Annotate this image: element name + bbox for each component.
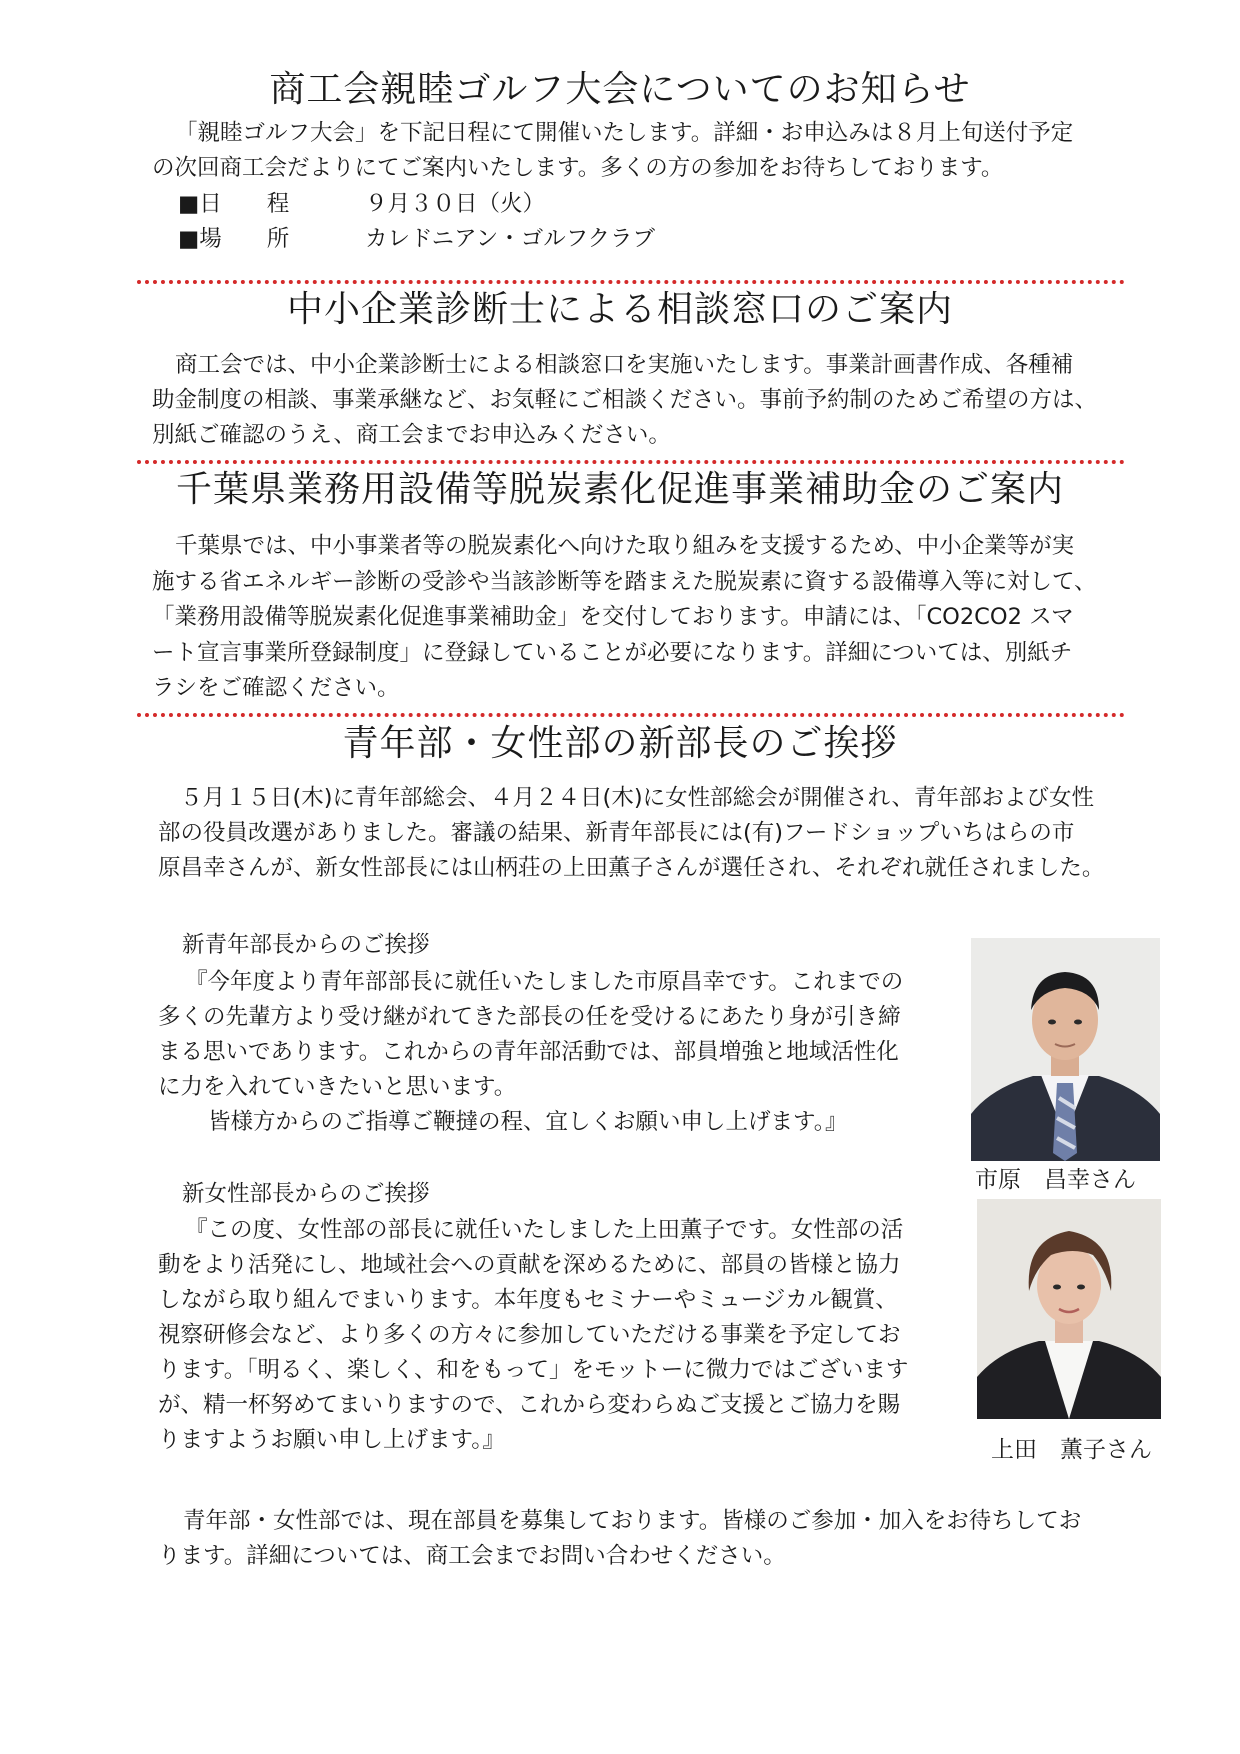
subsidy-text-line-3: 「業務用設備等脱炭素化促進事業補助金」を交付しております。申請には、「CO2CO2 スマ — [152, 604, 1074, 630]
recruit-text-line-1: 青年部・女性部では、現在部員を募集しております。皆様のご参加・加入をお待ちしてお — [183, 1508, 1082, 1534]
women-greeting-line-2: 動をより活発にし、地域社会への貢献を深めるために、部員の皆様と協力 — [158, 1252, 901, 1278]
golf-schedule-value: ９月３０日（火） — [365, 191, 546, 217]
women-greeting-line-5: ります。「明るく、楽しく、和をもって」をモットーに微力ではございます — [158, 1357, 909, 1383]
section-divider — [137, 460, 1125, 464]
youth-greeting-line-2: 多くの先輩方より受け継がれてきた部長の任を受けるにあたり身が引き締 — [158, 1004, 901, 1030]
women-greeting-line-6: が、精一杯努めてまいりますので、これから変わらぬご支援とご協力を賜 — [158, 1392, 901, 1418]
consult-text-line-2: 助金制度の相談、事業承継など、お気軽にご相談ください。事前予約制のためご希望の方は、 — [152, 387, 1098, 413]
section-divider — [137, 713, 1125, 717]
youth-greeting-heading: 新青年部長からのご挨拶 — [182, 932, 430, 958]
chiefs-title: 青年部・女性部の新部長のご挨拶 — [342, 723, 898, 764]
youth-chief-photo — [971, 938, 1160, 1161]
consult-text-line-1: 商工会では、中小企業診断士による相談窓口を実施いたします。事業計画書作成、各種補 — [175, 352, 1074, 378]
golf-place-value: カレドニアン・ゴルフクラブ — [365, 226, 656, 252]
women-greeting-line-3: しながら取り組んでまいります。本年度もセミナーやミュージカル観賞、 — [158, 1287, 898, 1313]
section-divider — [137, 280, 1125, 284]
youth-greeting-line-5: 皆様方からのご指導ご鞭撻の程、宜しくお願い申し上げます。』 — [208, 1109, 848, 1135]
youth-greeting-line-1: 『今年度より青年部部長に就任いたしました市原昌幸です。これまでの — [185, 969, 904, 995]
golf-schedule-label: ■日 程 — [178, 191, 290, 217]
recruit-text-line-2: ります。詳細については、商工会までお問い合わせください。 — [158, 1543, 786, 1569]
golf-title: 商工会親睦ゴルフ大会についてのお知らせ — [269, 69, 971, 110]
subsidy-text-line-2: 施する省エネルギー診断の受診や当該診断等を踏まえた脱炭素に資する設備導入等に対して、 — [152, 569, 1097, 595]
golf-text-line-2: の次回商工会だよりにてご案内いたします。多くの方の参加をお待ちしております。 — [152, 155, 1004, 181]
subsidy-text-line-1: 千葉県では、中小事業者等の脱炭素化へ向けた取り組みを支援するため、中小企業等が実 — [175, 533, 1075, 559]
women-greeting-line-1: 『この度、女性部の部長に就任いたしました上田薫子です。女性部の活 — [185, 1217, 904, 1243]
chiefs-intro-line-2: 部の役員改選がありました。審議の結果、新青年部長には(有)フードショップいちはらの市 — [158, 820, 1075, 846]
youth-greeting-line-4: に力を入れていきたいと思います。 — [158, 1074, 517, 1100]
subsidy-text-line-4: ート宣言事業所登録制度」に登録していることが必要になります。詳細については、別紙チ — [152, 640, 1073, 666]
women-chief-caption: 上田 薫子さん — [991, 1437, 1152, 1463]
consult-text-line-3: 別紙ご確認のうえ、商工会までお申込みください。 — [152, 422, 671, 448]
chiefs-intro-line-1: ５月１５日(木)に青年部総会、４月２４日(木)に女性部総会が開催され、青年部および女性 — [180, 785, 1094, 811]
youth-chief-caption: 市原 昌幸さん — [975, 1167, 1136, 1193]
portrait-man-image — [971, 938, 1160, 1161]
consult-title: 中小企業診断士による相談窓口のご案内 — [286, 289, 953, 330]
women-chief-photo — [977, 1199, 1161, 1419]
women-greeting-line-4: 視察研修会など、より多くの方々に参加していただける事業を予定してお — [158, 1322, 901, 1348]
subsidy-text-line-5: ラシをご確認ください。 — [152, 675, 400, 701]
youth-greeting-line-3: まる思いであります。これからの青年部活動では、部員増強と地域活性化 — [158, 1039, 899, 1065]
golf-text-line-1: 「親睦ゴルフ大会」を下記日程にて開催いたします。詳細・お申込みは８月上旬送付予定 — [175, 120, 1074, 146]
women-greeting-line-7: りますようお願い申し上げます。』 — [158, 1427, 505, 1453]
chiefs-intro-line-3: 原昌幸さんが、新女性部長には山柄荘の上田薫子さんが選任され、それぞれ就任されました。 — [158, 855, 1105, 881]
subsidy-title: 千葉県業務用設備等脱炭素化促進事業補助金のご案内 — [175, 469, 1064, 510]
portrait-woman-image — [977, 1199, 1161, 1419]
golf-place-label: ■場 所 — [178, 226, 290, 252]
women-greeting-heading: 新女性部長からのご挨拶 — [182, 1181, 430, 1207]
